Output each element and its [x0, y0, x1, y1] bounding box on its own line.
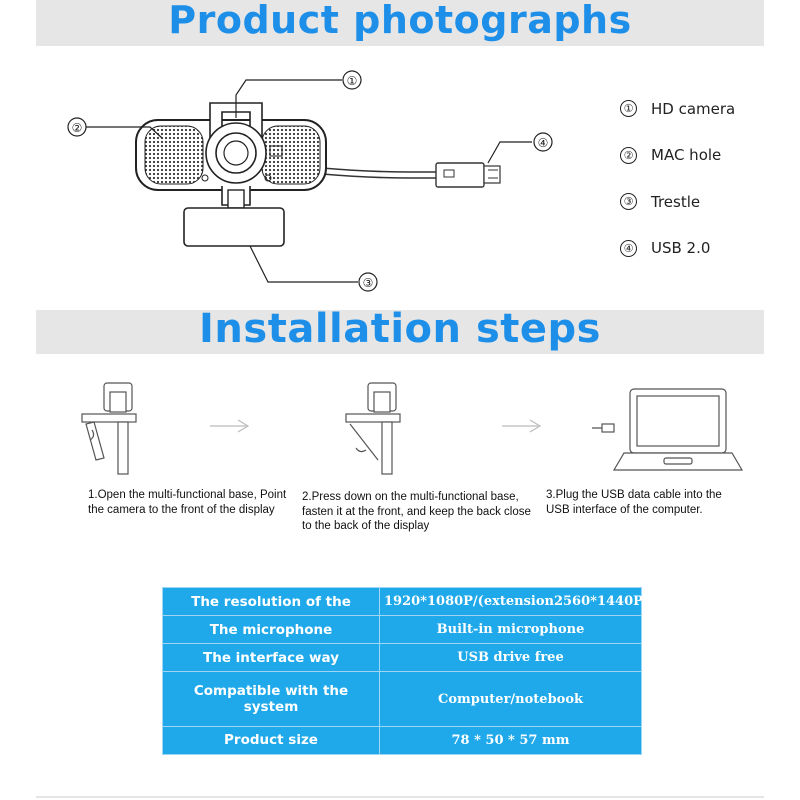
- callout-1: ①: [346, 74, 358, 88]
- spec-key: The microphone: [163, 616, 380, 644]
- legend-item: [620, 97, 735, 120]
- spec-value: 78 * 50 * 57 mm: [380, 726, 642, 754]
- legend-item: [620, 144, 735, 167]
- usb-cable: [322, 168, 438, 172]
- legend-item: [620, 237, 735, 260]
- spec-key: Compatible with the system: [163, 672, 380, 727]
- component-legend: [620, 97, 735, 283]
- step1-camera-icon: [82, 383, 136, 474]
- legend-label: USB 2.0: [651, 239, 711, 257]
- table-row: [163, 726, 642, 754]
- step-1-text: 1.Open the multi-functional base, Point the camera to the front of the display: [88, 489, 287, 516]
- product-photographs-title: Product photographs: [168, 0, 632, 42]
- step-3-text: 3.Plug the USB data cable into the USB interface of the computer.: [546, 489, 722, 516]
- legend-item: [620, 190, 735, 213]
- table-row: [163, 644, 642, 672]
- callout-3: ③: [362, 276, 374, 290]
- legend-label: MAC hole: [651, 146, 722, 164]
- spec-value: USB drive free: [380, 644, 642, 672]
- spec-key: Product size: [163, 726, 380, 754]
- spec-value: Built-in microphone: [380, 616, 642, 644]
- legend-label: HD camera: [651, 99, 736, 118]
- legend-number: ①: [620, 100, 637, 117]
- arrow-icon: [210, 420, 248, 432]
- spec-table: [162, 587, 650, 755]
- installation-steps-title: Installation steps: [199, 306, 601, 352]
- table-row: [163, 616, 642, 644]
- usb-plug-icon: [436, 163, 484, 187]
- legend-number: ②: [620, 147, 637, 164]
- spec-key: The resolution of the: [163, 588, 380, 616]
- spec-value: 1920*1080P/(extension2560*1440P): [380, 588, 642, 616]
- table-row: [163, 588, 642, 616]
- legend-number: ③: [620, 193, 637, 210]
- step2-camera-icon: [346, 383, 400, 474]
- callout-2: ②: [71, 121, 83, 135]
- bottom-divider: [36, 796, 764, 798]
- spec-value: Computer/notebook: [380, 672, 642, 727]
- laptop-icon: [592, 389, 742, 470]
- step-2-text: 2.Press down on the multi-functional base, fasten it at the front, and keep the back close to the back of the display: [302, 491, 531, 532]
- callout-4: ④: [537, 136, 549, 150]
- installation-illustration: [0, 370, 800, 480]
- arrow-icon: [502, 420, 540, 432]
- legend-number: ④: [620, 240, 637, 257]
- legend-label: Trestle: [651, 192, 701, 211]
- trestle-base: [184, 208, 284, 246]
- table-row: [163, 672, 642, 727]
- spec-key: The interface way: [163, 644, 380, 672]
